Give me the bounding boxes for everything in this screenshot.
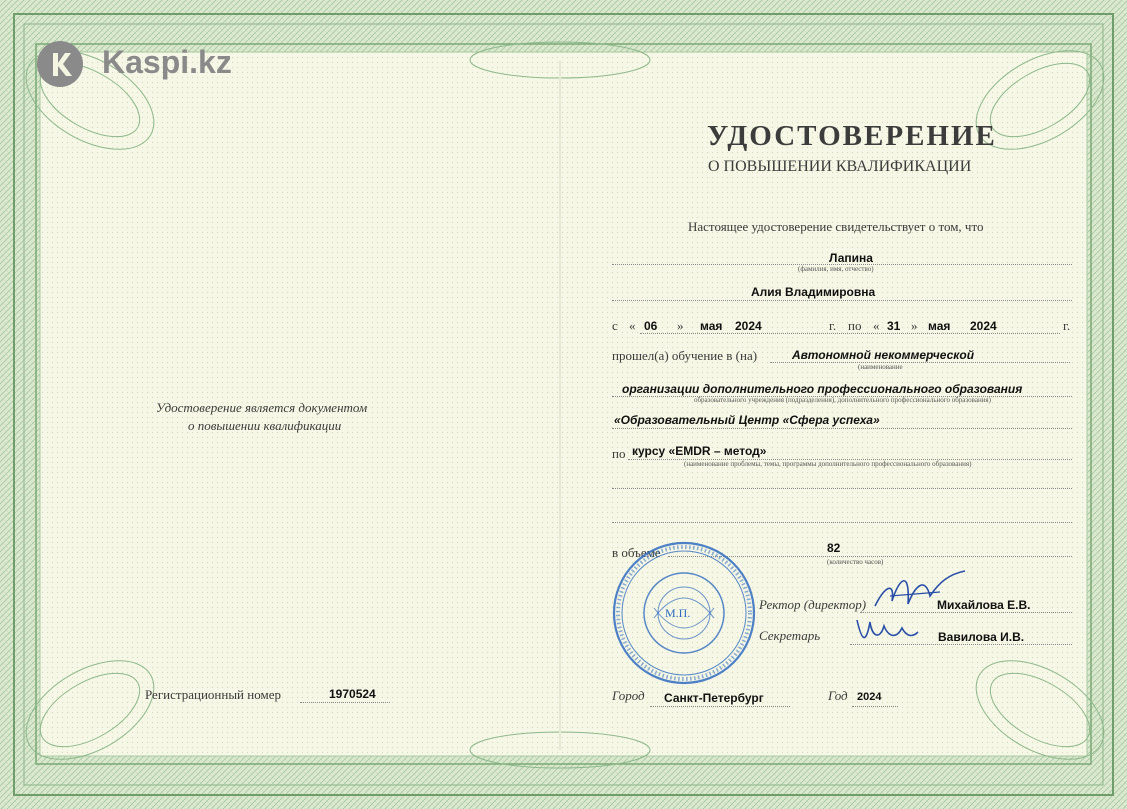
hours-label: в объеме	[612, 545, 661, 560]
secretary-rule	[850, 644, 1072, 645]
institution-line-2: организации дополнительного профессионального образования	[622, 382, 1023, 396]
period-from-month: мая	[700, 319, 723, 333]
city-label: Город	[612, 688, 645, 703]
year-label: Год	[828, 688, 848, 703]
period-to-label: по	[848, 318, 862, 333]
institution-line-1-rule	[770, 362, 1070, 363]
course-value: курсу «EMDR – метод»	[632, 444, 767, 458]
secretary-name: Вавилова И.В.	[938, 630, 1025, 644]
period-to-open-quote: «	[873, 318, 880, 333]
course-extra-rule-1	[612, 488, 1072, 489]
period-from-day: 06	[644, 319, 658, 333]
period-from-year: 2024	[735, 319, 762, 333]
holder-name-hint: (фамилия, имя, отчество)	[798, 265, 874, 273]
course-extra-rule-2	[612, 522, 1072, 523]
secretary-label: Секретарь	[759, 628, 821, 643]
hours-hint: (количество часов)	[827, 558, 884, 566]
course-hint: (наименование проблемы, темы, программы дополнительного профессионального образования)	[684, 460, 972, 468]
left-note-line-1: Удостоверение является документом	[156, 400, 368, 415]
institution-hint-2: образовательного учреждения (подразделения), дополнительного профессионального образования)	[694, 396, 991, 404]
certificate-title: УДОСТОВЕРЕНИЕ	[707, 120, 997, 152]
kaspi-logo-text: Kaspi.kz	[102, 44, 232, 80]
period-to-month: мая	[928, 319, 951, 333]
institution-line-3: «Образовательный Центр «Сфера успеха»	[614, 413, 880, 427]
period-to-year: 2024	[970, 319, 997, 333]
kaspi-logo-icon	[36, 40, 84, 88]
registration-label: Регистрационный номер	[145, 687, 281, 702]
holder-surname: Лапина	[829, 251, 873, 265]
institution-line-3-rule	[612, 428, 1072, 429]
registration-rule	[300, 702, 390, 703]
period-from-close-quote: »	[677, 318, 684, 333]
registration-number: 1970524	[329, 687, 376, 701]
course-label: по	[612, 446, 626, 461]
city-value: Санкт-Петербург	[664, 691, 764, 705]
period-from-open-quote: «	[629, 318, 636, 333]
stamp-center-text: М.П.	[665, 606, 691, 620]
city-rule	[650, 706, 790, 707]
intro-text: Настоящее удостоверение свидетельствует о том, что	[688, 219, 984, 234]
institution-hint-1: (наименование	[858, 363, 903, 371]
certificate-subtitle: О ПОВЫШЕНИИ КВАЛИФИКАЦИИ	[708, 158, 972, 175]
period-to-close-quote: »	[911, 318, 918, 333]
rector-label: Ректор (директор)	[759, 597, 867, 612]
left-note-line-2: о повышении квалификации	[188, 418, 342, 433]
period-to-day: 31	[887, 319, 901, 333]
year-rule	[852, 706, 898, 707]
secretary-signature-icon	[852, 612, 922, 648]
institution-label: прошел(а) обучение в (на)	[612, 348, 758, 363]
holder-given-name: Алия Владимировна	[751, 285, 876, 299]
institution-line-1: Автономной некоммерческой	[792, 348, 975, 362]
period-from-label: с	[612, 318, 618, 333]
given-name-line	[612, 300, 1072, 301]
period-from-year-suffix: г.	[829, 318, 837, 333]
period-to-year-suffix: г.	[1063, 318, 1071, 333]
period-line	[640, 333, 1060, 334]
hours-value: 82	[827, 541, 841, 555]
year-value: 2024	[857, 691, 882, 703]
rector-name: Михайлова Е.В.	[937, 598, 1031, 612]
